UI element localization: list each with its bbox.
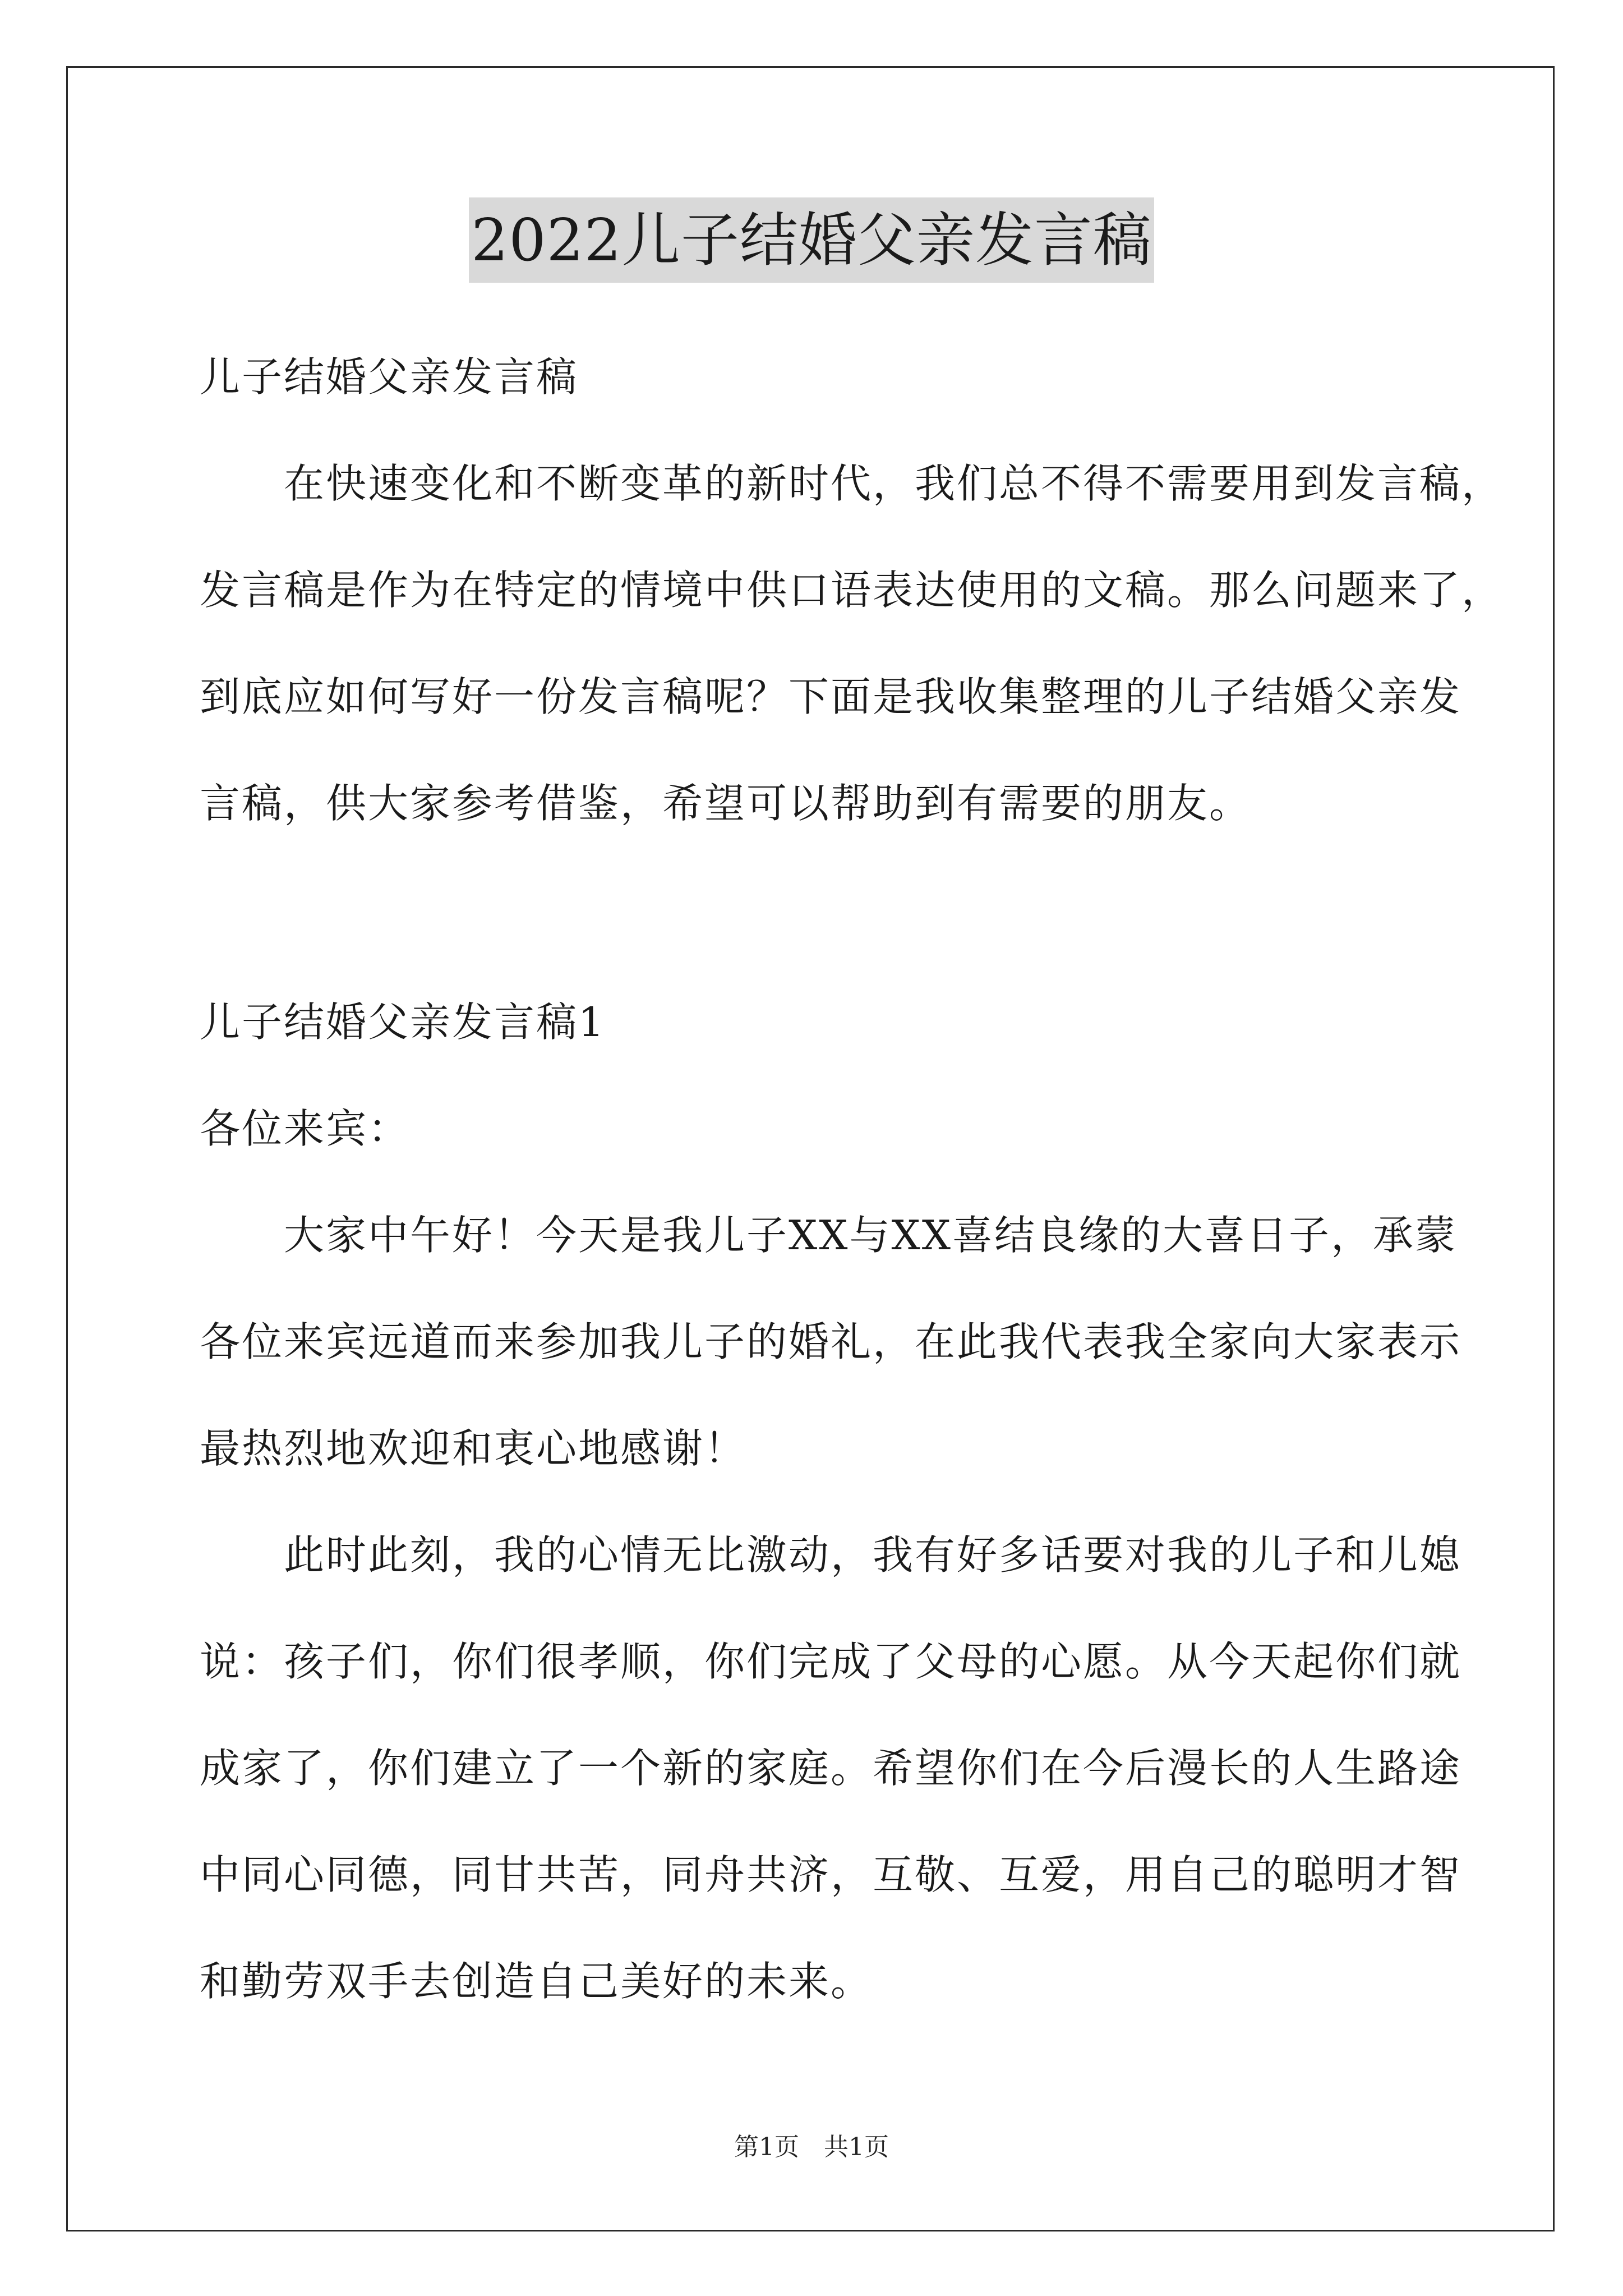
paragraph-line: 各位来宾远道而来参加我儿子的婚礼，在此我代表我全家向大家表示 (200, 1318, 1462, 1365)
salutation: 各位来宾： (200, 1105, 411, 1152)
paragraph-line: 到底应如何写好一份发言稿呢？下面是我收集整理的儿子结婚父亲发 (200, 673, 1462, 720)
paragraph-line: 成家了，你们建立了一个新的家庭。希望你们在今后漫长的人生路途 (200, 1745, 1462, 1792)
page-title: 2022儿子结婚父亲发言稿 (469, 197, 1154, 283)
section-heading: 儿子结婚父亲发言稿1 (200, 999, 606, 1046)
paragraph-line: 此时此刻，我的心情无比激动，我有好多话要对我的儿子和儿媳 (200, 1531, 1462, 1579)
paragraph-line: 大家中午好！今天是我儿子XX与XX喜结良缘的大喜日子，承蒙 (200, 1212, 1458, 1259)
paragraph-line: 发言稿是作为在特定的情境中供口语表达使用的文稿。那么问题来了， (200, 567, 1504, 614)
paragraph-line: 最热烈地欢迎和衷心地感谢！ (200, 1425, 747, 1472)
paragraph-line: 言稿，供大家参考借鉴，希望可以帮助到有需要的朋友。 (200, 780, 1252, 827)
title-container (0, 197, 1623, 283)
page-footer: 第1页 共1页 (734, 2133, 889, 2161)
paragraph-line: 说：孩子们，你们很孝顺，你们完成了父母的心愿。从今天起你们就 (200, 1638, 1462, 1685)
paragraph-line: 中同心同德，同甘共苦，同舟共济，互敬、互爱，用自己的聪明才智 (200, 1851, 1462, 1898)
intro-heading: 儿子结婚父亲发言稿 (200, 353, 579, 401)
paragraph-line: 在快速变化和不断变革的新时代，我们总不得不需要用到发言稿， (200, 460, 1504, 507)
paragraph-line: 和勤劳双手去创造自己美好的未来。 (200, 1958, 873, 2005)
